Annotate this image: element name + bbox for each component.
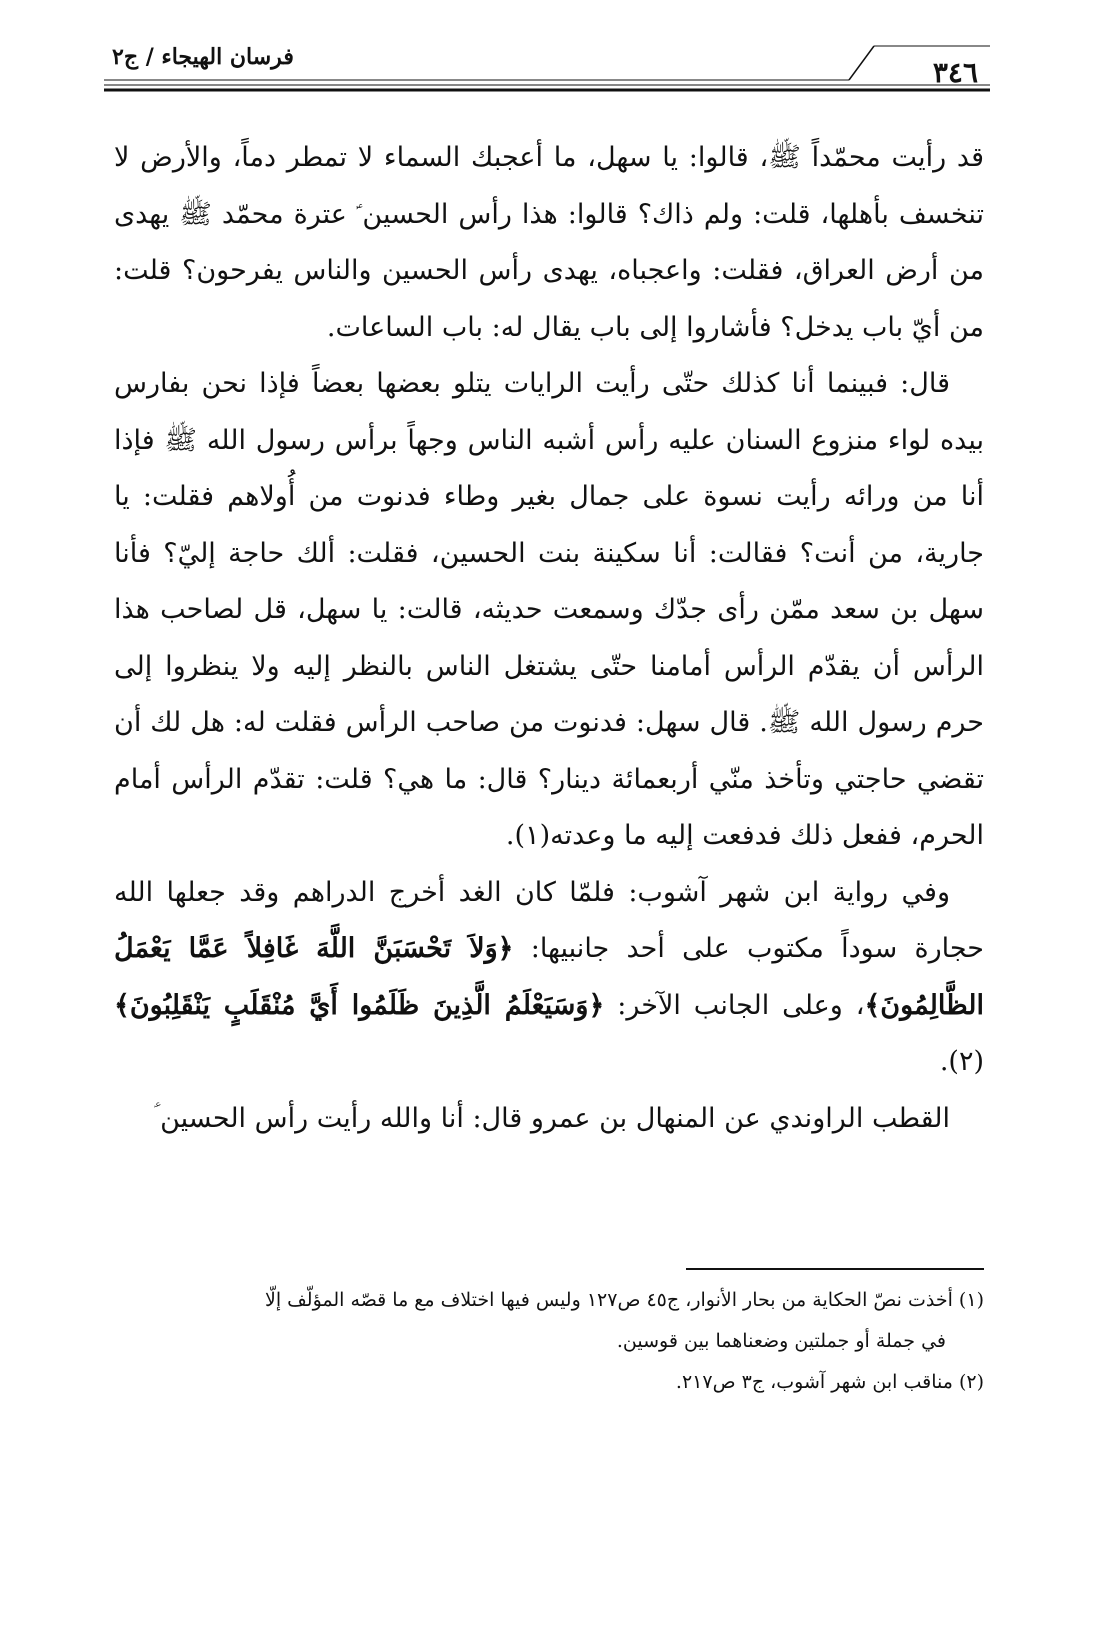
quran-verse-1: ﴿وَلاَ تَحْسَبَنَّ اللَّهَ غَافِلاً عَمَّا يَعْمَلُ الظَّالِمُونَ﴾ [114, 933, 985, 1021]
paragraph-3-end: (٢). [939, 1046, 984, 1077]
paragraph-4: القطب الراوندي عن المنهال بن عمرو قال: أنا والله رأيت رأس الحسين ؑ [153, 1102, 950, 1134]
footnotes [114, 1280, 984, 1403]
quran-verse-2: ﴿وَسَيَعْلَمُ الَّذِينَ ظَلَمُوا أَيَّ مُنْقَلَبٍ يَنْقَلِبُونَ﴾ [114, 989, 605, 1021]
paragraph-3-intro: وفي رواية ابن شهر آشوب: فلمّا كان الغد أخرج الدراهم وقد جعلها الله حجارة سوداً مكتوب على أحد جانبيها: [114, 876, 984, 964]
paragraph-1: قد رأيت محمّداً ﷺ، قالوا: يا سهل، ما أعجبك السماء لا تمطر دماً، والأرض لا تنخسف بأهلها، قلت: ولم ذاك؟ قالوا: هذا رأس الحسين ؑ عترة محمّد ﷺ يهدى من أرض العراق، فقلت: واعجباه، يهدى رأس الحسين والناس يفرحون؟ قلت: من أيّ باب يدخل؟ فأشاروا إلى باب يقال له: باب الساعات. [114, 142, 984, 343]
page-number: ٣٤٦ [932, 56, 978, 89]
footnote-separator [686, 1268, 984, 1270]
footnote-1-line-2: في جملة أو جملتين وضعناهما بين قوسين. [616, 1330, 946, 1352]
footnote-2: (٢) مناقب ابن شهر آشوب، ج٣ ص٢١٧. [675, 1371, 984, 1393]
main-text [114, 130, 984, 1147]
paragraph-3 [114, 865, 984, 1091]
paragraph-2: قال: فبينما أنا كذلك حتّى رأيت الرايات يتلو بعضها بعضاً فإذا نحن بفارس بيده لواء منزوع السنان عليه رأس أشبه الناس وجهاً برأس رسول الله ﷺ فإذا أنا من ورائه رأيت نسوة على جمال بغير وطاء فدنوت من أُولاهم فقلت: يا جارية، من أنت؟ فقالت: أنا سكينة بنت الحسين، فقلت: ألك حاجة إليّ؟ فأنا سهل بن سعد ممّن رأى جدّك وسمعت حديثه، قالت: يا سهل، قل لصاحب هذا الرأس أن يقدّم الرأس أمامنا حتّى يشتغل الناس بالنظر إليه ولا ينظروا إلى حرم رسول الله ﷺ. قال سهل: فدنوت من صاحب الرأس فقلت له: هل لك أن تقضي حاجتي وتأخذ منّي أربعمائة دينار؟ قال: ما هي؟ قلت: تقدّم الرأس أمام الحرم، ففعل ذلك فدفعت إليه ما وعدته(١). [114, 368, 984, 851]
footnote-1-line-1: (١) أخذت نصّ الحكاية من بحار الأنوار، ج٤٥ ص١٢٧ وليس فيها اختلاف مع ما قصّه المؤلّف إلّا [264, 1289, 984, 1311]
running-header [104, 38, 990, 94]
paragraph-3-mid: ، وعلى الجانب الآخر: [604, 989, 865, 1021]
book-title: فرسان الهيجاء / ج٢ [112, 44, 294, 70]
